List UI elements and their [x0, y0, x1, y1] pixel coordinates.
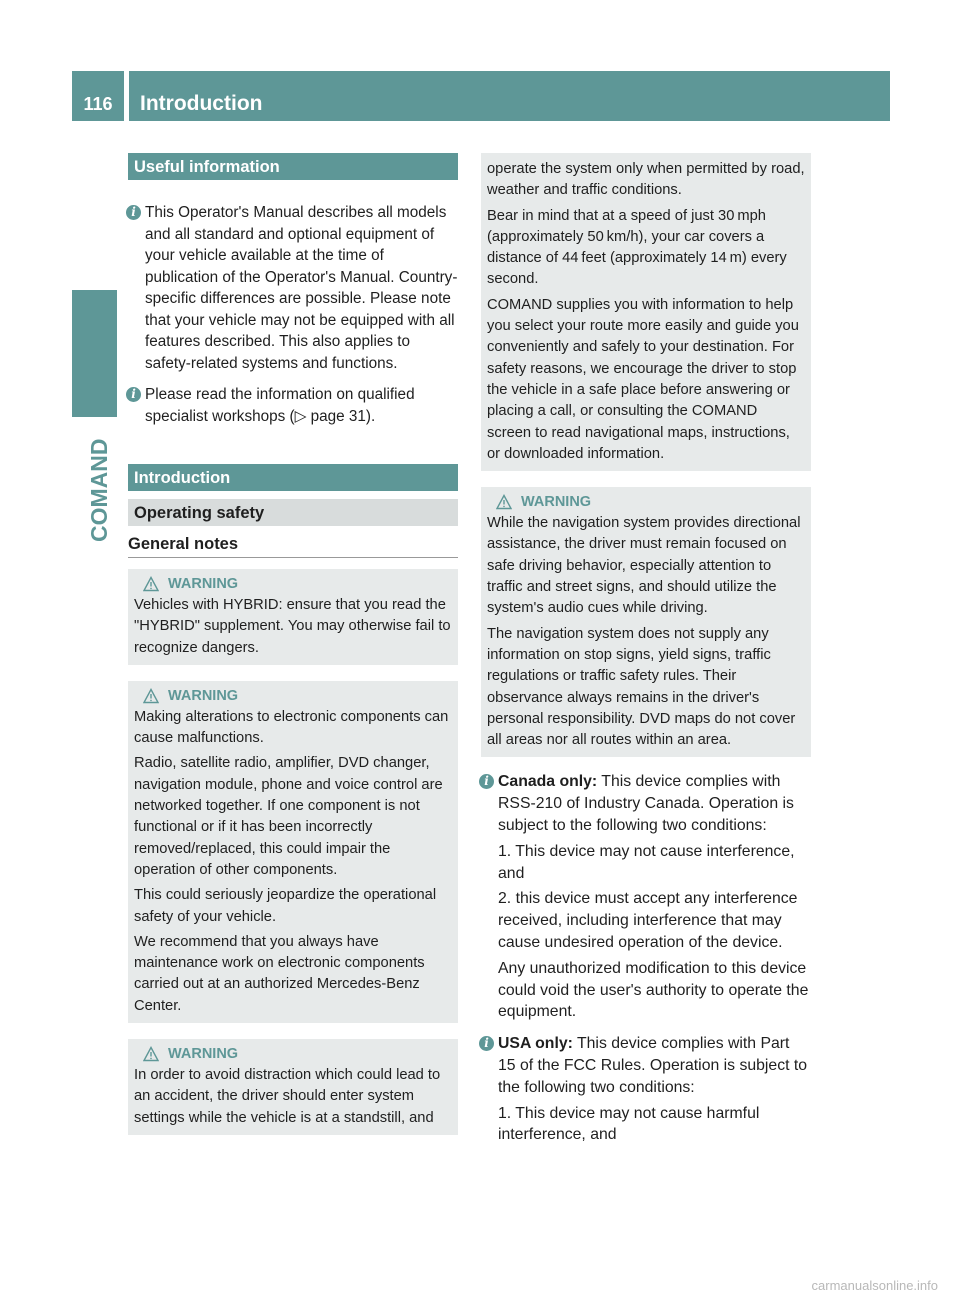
usa-condition-1: 1. This device may not cause harmful interference, and [498, 1104, 760, 1144]
usa-label: USA only: [498, 1035, 573, 1053]
side-nav-strip [890, 71, 960, 1302]
warning-triangle-icon [143, 576, 159, 592]
warning-box-navigation [481, 487, 811, 757]
info-note-2 [128, 384, 458, 427]
operating-safety-heading: Operating safety [128, 499, 458, 526]
warning-triangle-icon [496, 494, 512, 510]
info-icon: i [126, 387, 141, 402]
warning-text: We recommend that you always have maintenance work on electronic components carried out at an authorized Mercedes-Benz Center. [134, 933, 425, 1014]
info-note-canada [481, 771, 811, 836]
canada-condition-2: 2. this device must accept any interference received, including interference that may cause undesired operation of the device. [498, 890, 798, 951]
left-column [128, 153, 458, 1135]
header-divider [124, 71, 129, 121]
warning-text: In order to avoid distraction which could lead to an accident, the driver should enter system settings while the vehicle is at a standstill, and [134, 1067, 441, 1126]
canada-text: This device complies with RSS-210 of Industry Canada. Operation is subject to the following two conditions: [498, 773, 794, 835]
chapter-label: COMAND [86, 438, 112, 542]
warning-text: Radio, satellite radio, amplifier, DVD changer, navigation module, phone and voice control are networked together. If one component is not functional or if it has been incorrectly removed/replaced, this could impair the operation of other components. [134, 755, 443, 878]
warning-text: Vehicles with HYBRID: ensure that you read the "HYBRID" supplement. You may otherwise fail to recognize dangers. [134, 597, 451, 656]
warning-triangle-icon [143, 1046, 159, 1062]
intro-heading: Introduction [128, 464, 458, 491]
warning-title [134, 685, 452, 707]
warning-triangle-icon [143, 688, 159, 704]
warning-box-electronics [128, 681, 458, 1023]
warning-text: While the navigation system provides directional assistance, the driver must remain focused on safe driving behavior, especially attention to traffic and street signs, and should utilize the system's audio cues while driving. [487, 515, 801, 617]
info-note-1-text: This Operator's Manual describes all models and all standard and optional equipment of your vehicle available at the time of publication of the Operator's Manual. Country-specific differences are possible. Please note that your vehicle may not be equipped with all features described. This also applies to safety-related systems and functions. [145, 204, 458, 372]
useful-info-heading: Useful information [128, 153, 458, 180]
info-note-usa [481, 1033, 811, 1098]
right-column [481, 153, 811, 1146]
warning-label: WARNING [168, 1046, 239, 1063]
warning-text: operate the system only when permitted by road, weather and traffic conditions. [487, 161, 805, 199]
usa-text: This device complies with Part 15 of the FCC Rules. Operation is subject to the following two conditions: [498, 1035, 808, 1096]
canada-condition-3: Any unauthorized modification to this device could void the user's authority to operate the equipment. [498, 959, 809, 1021]
warning-label: WARNING [168, 687, 239, 704]
warning-text: This could seriously jeopardize the operational safety of your vehicle. [134, 887, 437, 925]
info-note-2-text: Please read the information on qualified specialist workshops (▷ page 31). [145, 386, 415, 425]
warning-title [134, 1043, 452, 1065]
header-title: Introduction [140, 92, 263, 115]
info-icon: i [479, 1036, 494, 1051]
warning-text: COMAND supplies you with information to help you select your route more easily and guide you conveniently and safely to your destination. For safety reasons, we encourage the driver to stop the vehicle in a safe place before answering or placing a call, or consulting the COMAND screen to read navigational maps, instructions, or downloaded information. [487, 296, 799, 462]
chapter-tab [72, 290, 117, 417]
warning-label: WARNING [521, 494, 592, 511]
canada-label: Canada only: [498, 773, 598, 791]
warning-title [134, 573, 452, 595]
warning-label: WARNING [168, 576, 239, 592]
page-number: 116 [83, 94, 113, 114]
page-header [72, 71, 890, 121]
warning-box-hybrid [128, 569, 458, 665]
warning-box-continued [481, 153, 811, 471]
watermark: carmanualsonline.info [811, 1278, 938, 1293]
warning-box-distraction [128, 1039, 458, 1135]
info-note-1 [128, 202, 458, 374]
info-icon: i [479, 774, 494, 789]
warning-text: Bear in mind that at a speed of just 30 mph (approximately 50 km/h), your car covers a distance of 44 feet (approximately 14 m) every second. [487, 207, 787, 288]
warning-text: Making alterations to electronic components can cause malfunctions. [134, 708, 449, 747]
warning-text: The navigation system does not supply any information on stop signs, yield signs, traffic regulations or traffic safety rules. Their observance always remains in the driver's personal responsibility. DVD maps do not cover all areas nor all routes within an area. [487, 625, 796, 749]
info-icon: i [126, 205, 141, 220]
general-notes-heading: General notes [128, 535, 458, 558]
warning-title [487, 491, 805, 513]
canada-condition-1: 1. This device may not cause interference, and [498, 842, 795, 882]
